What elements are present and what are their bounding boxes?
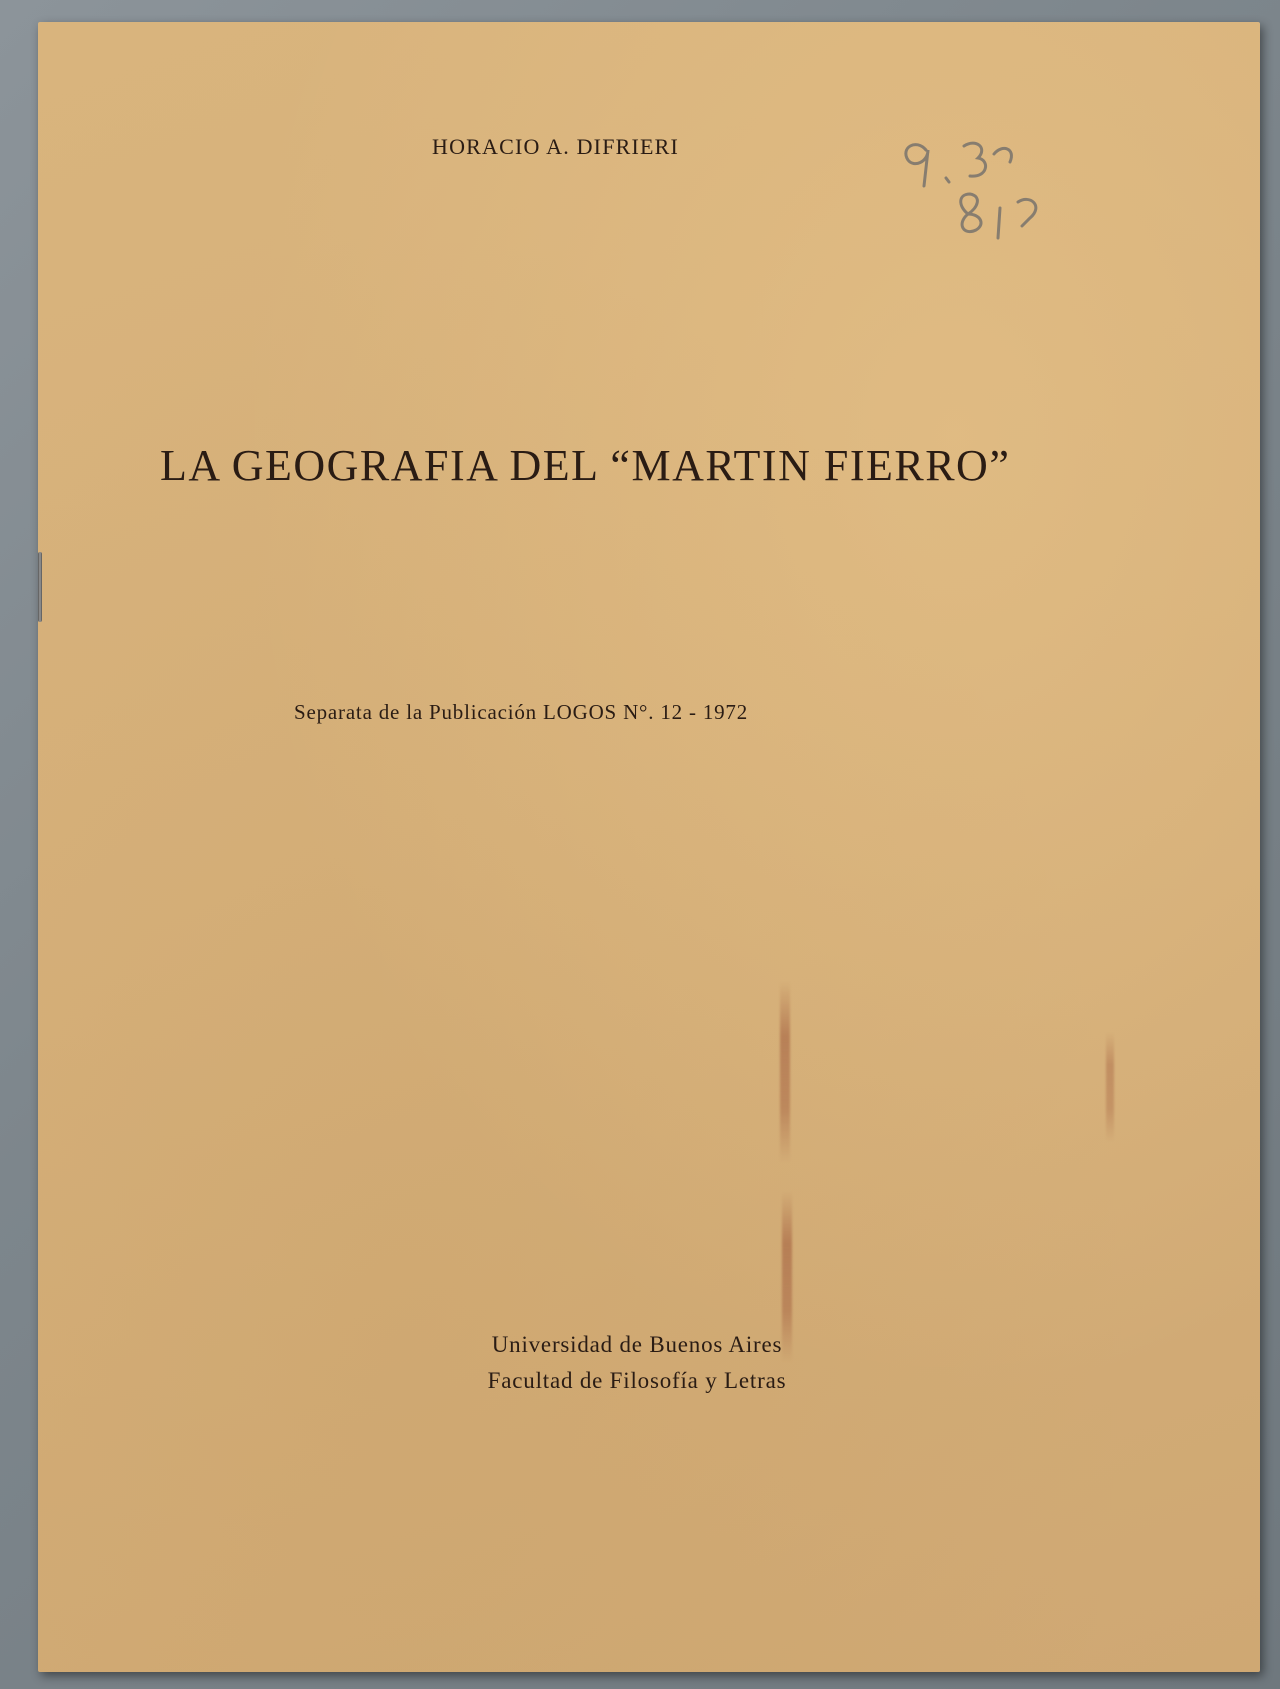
author-name: HORACIO A. DIFRIERI [432, 134, 680, 159]
publisher-faculty: Facultad de Filosofía y Letras [487, 1368, 787, 1393]
handwritten-pencil-mark [898, 122, 1098, 252]
publication-note: Separata de la Publicación LOGOS N°. 12 - 1972 [294, 700, 749, 724]
document-title: LA GEOGRAFIA DEL “MARTIN FIERRO” [160, 441, 1011, 490]
rust-stain [780, 982, 790, 1162]
publisher-university: Universidad de Buenos Aires [491, 1332, 783, 1357]
rust-stain [1106, 1032, 1114, 1142]
booklet-cover [38, 22, 1260, 1672]
staple [38, 552, 42, 622]
